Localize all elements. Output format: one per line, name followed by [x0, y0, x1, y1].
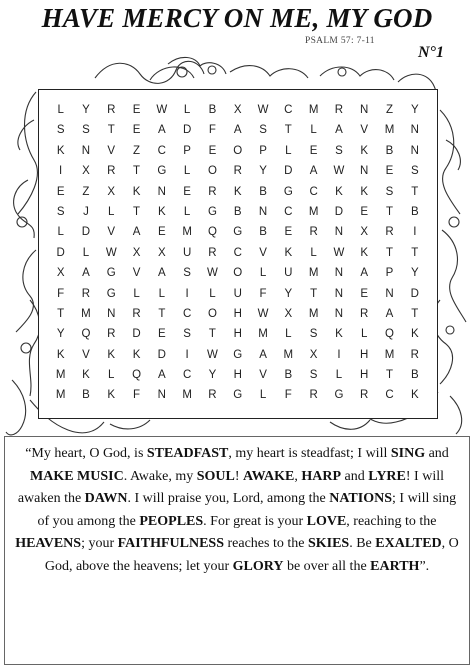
grid-letter[interactable]: H [233, 369, 242, 382]
grid-letter[interactable]: N [360, 165, 369, 178]
grid-letter[interactable]: W [207, 267, 218, 280]
grid-letter[interactable]: L [310, 246, 317, 259]
grid-letter[interactable]: M [283, 348, 294, 361]
grid-letter[interactable]: L [183, 165, 191, 178]
grid-letter[interactable]: N [334, 287, 344, 300]
grid-letter[interactable]: G [106, 287, 116, 300]
grid-letter[interactable]: J [83, 205, 89, 218]
verse-segment: ! I will awaken the [17, 468, 444, 507]
grid-letter[interactable]: E [309, 144, 318, 157]
verse-segment: ! [234, 468, 244, 484]
grid-letter[interactable]: L [361, 328, 368, 341]
grid-letter[interactable]: M [182, 389, 192, 402]
grid-letter[interactable]: O [233, 267, 243, 280]
grid-letter[interactable]: C [284, 205, 293, 218]
grid-letter[interactable]: M [55, 389, 66, 402]
grid-letter[interactable]: T [411, 185, 419, 198]
verse-segment: . Be [349, 536, 376, 552]
keyword: EARTH [370, 558, 420, 574]
grid-letter[interactable]: K [360, 246, 369, 259]
grid-letter[interactable]: D [81, 226, 91, 239]
grid-letter[interactable]: Y [259, 165, 267, 178]
puzzle-number: N°1 [418, 44, 444, 61]
grid-letter[interactable]: G [233, 226, 243, 239]
grid-letter[interactable]: R [233, 165, 242, 178]
grid-letter[interactable]: N [360, 104, 369, 116]
grid-letter[interactable]: S [183, 267, 191, 280]
grid-letter[interactable]: S [183, 328, 191, 341]
grid-letter[interactable]: Q [207, 226, 217, 239]
grid-letter[interactable]: U [233, 287, 242, 300]
grid-letter[interactable]: R [107, 165, 116, 178]
grid-letter[interactable]: L [285, 328, 292, 341]
grid-letter[interactable]: R [360, 389, 369, 402]
keyword: SING [390, 446, 426, 461]
grid-letter[interactable]: I [185, 287, 189, 300]
grid-letter[interactable]: C [309, 185, 318, 198]
word-search-grid [48, 100, 427, 406]
grid-letter[interactable]: L [108, 369, 115, 382]
grid-letter[interactable]: L [158, 287, 166, 300]
keyword: LOVE [306, 513, 347, 529]
grid-letter[interactable]: Y [82, 104, 90, 116]
grid-letter[interactable]: C [233, 246, 242, 259]
grid-letter[interactable]: E [132, 104, 141, 116]
grid-letter[interactable]: I [413, 226, 417, 239]
grid-letter[interactable]: I [185, 348, 189, 361]
grid-letter[interactable]: Y [284, 287, 293, 300]
grid-letter[interactable]: X [107, 185, 116, 198]
grid-letter[interactable]: R [309, 226, 318, 239]
grid-letter[interactable]: X [56, 267, 65, 280]
keyword: HARP [301, 468, 342, 484]
grid-letter[interactable]: I [59, 165, 63, 178]
verse-segment: and [425, 446, 449, 461]
grid-letter[interactable]: N [334, 226, 344, 239]
grid-letter[interactable]: G [233, 389, 243, 402]
verse-segment: , O God, above the heavens; let your [44, 536, 459, 574]
grid-letter[interactable]: R [81, 287, 91, 300]
grid-letter[interactable]: N [107, 307, 116, 320]
grid-letter[interactable]: S [385, 185, 394, 198]
grid-letter[interactable]: V [259, 246, 267, 259]
grid-letter[interactable]: K [284, 246, 293, 259]
grid-letter[interactable]: N [334, 307, 344, 320]
grid-letter[interactable]: R [334, 104, 344, 116]
grid-letter[interactable]: K [335, 185, 343, 198]
grid-letter[interactable]: C [182, 369, 192, 382]
verse-segment: and [341, 468, 369, 484]
grid-letter[interactable]: L [57, 104, 64, 116]
grid-letter[interactable]: G [334, 389, 344, 402]
grid-letter[interactable]: N [81, 144, 91, 157]
grid-letter[interactable]: N [385, 287, 394, 300]
verse-segment: ; I will sing of you among the [37, 491, 457, 529]
verse-segment: ; your [81, 536, 118, 552]
grid-letter[interactable]: F [208, 124, 216, 137]
grid-letter[interactable]: W [207, 348, 218, 361]
grid-letter[interactable]: S [335, 144, 343, 157]
grid-letter[interactable]: K [82, 369, 90, 382]
grid-letter[interactable]: V [107, 144, 116, 157]
grid-letter[interactable]: L [183, 104, 191, 116]
grid-letter[interactable]: F [259, 287, 267, 300]
grid-letter[interactable]: E [360, 205, 369, 218]
grid-letter[interactable]: K [107, 348, 116, 361]
grid-letter[interactable]: E [158, 328, 166, 341]
grid-letter[interactable]: T [385, 369, 394, 382]
grid-letter[interactable]: R [107, 328, 116, 341]
grid-letter[interactable]: F [133, 389, 141, 402]
grid-letter[interactable]: E [183, 185, 191, 198]
grid-letter[interactable]: U [284, 267, 293, 280]
grid-letter[interactable]: G [233, 348, 243, 361]
grid-letter[interactable]: T [107, 124, 115, 137]
scripture-reference: PSALM 57: 7-11 [305, 36, 375, 46]
grid-letter[interactable]: S [410, 165, 419, 178]
grid-letter[interactable]: L [335, 369, 343, 382]
grid-letter[interactable]: E [208, 144, 217, 157]
grid-letter[interactable]: T [208, 328, 216, 341]
grid-letter[interactable]: A [158, 369, 166, 382]
grid-letter[interactable]: S [309, 328, 318, 341]
grid-letter[interactable]: X [158, 246, 166, 259]
grid-letter[interactable]: B [259, 226, 267, 239]
grid-letter[interactable]: K [107, 389, 116, 402]
keyword: HEAVENS [15, 536, 82, 552]
grid-letter[interactable]: A [158, 124, 166, 137]
grid-letter[interactable]: A [309, 165, 318, 178]
verse-segment: . I will praise you, Lord, among the [127, 491, 330, 507]
keyword: PEOPLES [139, 513, 204, 529]
verse-segment: , reaching to the [346, 513, 437, 529]
grid-letter[interactable]: M [384, 124, 395, 137]
grid-letter[interactable]: T [385, 205, 394, 218]
grid-letter[interactable]: Z [82, 185, 90, 198]
grid-letter[interactable]: S [82, 124, 90, 137]
grid-letter[interactable]: K [56, 144, 65, 157]
grid-letter[interactable]: Q [385, 328, 394, 341]
grid-letter[interactable]: C [284, 104, 293, 116]
grid-letter[interactable]: E [385, 165, 394, 178]
grid-letter[interactable]: V [82, 348, 90, 361]
grid-letter[interactable]: X [233, 104, 242, 116]
grid-letter[interactable]: N [334, 267, 344, 280]
grid-letter[interactable]: K [360, 144, 369, 157]
grid-letter[interactable]: Q [132, 369, 142, 382]
keyword: NATIONS [329, 491, 393, 507]
grid-letter[interactable]: W [156, 104, 168, 116]
grid-letter[interactable]: G [283, 185, 293, 198]
grid-letter[interactable]: X [82, 165, 90, 178]
keyword: FAITHFULNESS [117, 536, 224, 552]
keyword: STEADFAST [146, 446, 229, 461]
grid-letter[interactable]: U [182, 246, 192, 259]
grid-letter[interactable]: O [207, 307, 217, 320]
grid-letter[interactable]: K [360, 185, 369, 198]
keyword: EXALTED [375, 536, 442, 552]
grid-letter[interactable]: F [57, 287, 65, 300]
grid-letter[interactable]: T [411, 246, 419, 259]
grid-letter[interactable]: C [385, 389, 394, 402]
keyword: AWAKE [243, 468, 295, 484]
keyword: MAKE MUSIC [30, 468, 124, 484]
keyword: SKIES [307, 536, 350, 552]
verse-segment: ”. [419, 558, 430, 574]
grid-letter[interactable]: B [208, 104, 217, 116]
grid-letter[interactable]: M [258, 328, 268, 341]
grid-letter[interactable]: K [132, 185, 141, 198]
grid-letter[interactable]: D [334, 205, 344, 218]
grid-letter[interactable]: L [310, 124, 317, 137]
verse-segment: , [294, 468, 302, 484]
grid-letter[interactable]: N [410, 124, 419, 137]
grid-letter[interactable]: M [182, 226, 192, 239]
verse-text [12, 443, 462, 579]
grid-letter[interactable]: R [410, 348, 419, 361]
grid-letter[interactable]: G [207, 205, 217, 218]
grid-letter[interactable]: B [410, 205, 419, 218]
grid-letter[interactable]: P [385, 267, 394, 280]
grid-letter[interactable]: M [81, 307, 91, 320]
grid-letter[interactable]: G [157, 165, 167, 178]
grid-letter[interactable]: C [182, 307, 192, 320]
grid-letter[interactable]: A [82, 267, 90, 280]
grid-letter[interactable]: A [132, 226, 141, 239]
grid-letter[interactable]: L [209, 287, 216, 300]
grid-letter[interactable]: K [233, 185, 242, 198]
grid-letter[interactable]: A [259, 348, 267, 361]
grid-letter[interactable]: R [208, 389, 217, 402]
grid-letter[interactable]: M [308, 104, 319, 116]
grid-letter[interactable]: R [107, 104, 116, 116]
grid-letter[interactable]: N [157, 185, 166, 198]
grid-letter[interactable]: W [105, 246, 117, 259]
grid-letter[interactable]: Y [410, 267, 419, 280]
grid-letter[interactable]: R [208, 246, 217, 259]
grid-letter[interactable]: A [233, 124, 242, 137]
grid-letter[interactable]: M [308, 205, 319, 218]
grid-letter[interactable]: V [107, 226, 116, 239]
grid-letter[interactable]: H [233, 307, 242, 320]
grid-letter[interactable]: D [410, 287, 419, 300]
grid-letter[interactable]: P [259, 144, 267, 157]
grid-letter[interactable]: L [183, 205, 191, 218]
grid-letter[interactable]: M [384, 348, 395, 361]
grid-letter[interactable]: N [258, 205, 268, 218]
grid-letter[interactable]: N [157, 389, 166, 402]
grid-letter[interactable]: L [259, 389, 267, 402]
grid-letter[interactable]: R [132, 307, 141, 320]
grid-letter[interactable]: E [360, 287, 369, 300]
grid-letter[interactable]: M [308, 267, 319, 280]
grid-letter[interactable]: R [309, 389, 318, 402]
grid-letter[interactable]: T [133, 165, 141, 178]
grid-letter[interactable]: A [158, 267, 166, 280]
grid-letter[interactable]: L [133, 287, 140, 300]
verse-segment: reaches to the [223, 536, 308, 552]
grid-letter[interactable]: M [308, 307, 319, 320]
grid-letter[interactable]: Y [410, 104, 419, 116]
grid-letter[interactable]: T [310, 287, 318, 300]
grid-letter[interactable]: B [284, 369, 293, 382]
grid-letter[interactable]: Z [385, 104, 394, 116]
grid-letter[interactable]: I [337, 348, 341, 361]
grid-letter[interactable]: O [207, 165, 217, 178]
grid-letter[interactable]: T [57, 307, 65, 320]
verse-segment: . For great is your [203, 513, 307, 529]
grid-letter[interactable]: V [259, 369, 267, 382]
grid-letter[interactable]: R [208, 185, 217, 198]
grid-letter[interactable]: O [233, 144, 243, 157]
grid-letter[interactable]: X [132, 246, 141, 259]
keyword: DAWN [84, 491, 128, 507]
grid-letter[interactable]: Y [208, 369, 217, 382]
grid-letter[interactable]: H [360, 369, 369, 382]
grid-letter[interactable]: E [56, 185, 65, 198]
grid-letter[interactable]: R [360, 307, 369, 320]
grid-letter[interactable]: R [385, 226, 394, 239]
grid-letter[interactable]: D [284, 165, 293, 178]
grid-letter[interactable]: B [259, 185, 267, 198]
grid-letter[interactable]: L [285, 144, 292, 157]
grid-letter[interactable]: Z [133, 144, 141, 157]
grid-letter[interactable]: L [57, 226, 64, 239]
grid-letter[interactable]: D [157, 348, 166, 361]
grid-letter[interactable]: B [385, 144, 394, 157]
verse-segment: “My heart, O God, is [25, 446, 147, 461]
grid-letter[interactable]: B [82, 389, 90, 402]
grid-letter[interactable]: T [133, 205, 141, 218]
grid-letter[interactable]: M [55, 369, 66, 382]
grid-letter[interactable]: G [106, 267, 116, 280]
grid-letter[interactable]: T [158, 307, 166, 320]
grid-letter[interactable]: V [360, 124, 369, 137]
grid-letter[interactable]: A [360, 267, 369, 280]
page-title: HAVE MERCY ON ME, MY GOD [41, 3, 433, 33]
grid-letter[interactable]: X [309, 348, 318, 361]
grid-letter[interactable]: A [385, 307, 394, 320]
grid-letter[interactable]: E [132, 124, 141, 137]
grid-letter[interactable]: S [309, 369, 318, 382]
grid-letter[interactable]: T [385, 246, 394, 259]
keyword: SOUL [196, 468, 235, 484]
grid-letter[interactable]: W [257, 307, 269, 320]
grid-letter[interactable]: N [410, 144, 419, 157]
grid-letter[interactable]: F [284, 389, 292, 402]
grid-letter[interactable]: K [158, 205, 166, 218]
grid-letter[interactable]: V [132, 267, 141, 280]
grid-letter[interactable]: W [257, 104, 269, 116]
grid-letter[interactable]: L [108, 205, 115, 218]
grid-letter[interactable]: P [183, 144, 191, 157]
grid-letter[interactable]: K [410, 389, 419, 402]
grid-letter[interactable]: Q [81, 328, 91, 341]
grid-letter[interactable]: Y [56, 328, 65, 341]
grid-letter[interactable]: W [333, 246, 345, 259]
grid-letter[interactable]: A [335, 124, 343, 137]
grid-letter[interactable]: K [335, 328, 343, 341]
grid-letter[interactable]: W [333, 165, 345, 178]
grid-letter[interactable]: X [360, 226, 369, 239]
grid-letter[interactable]: X [284, 307, 293, 320]
grid-letter[interactable]: K [132, 348, 141, 361]
grid-letter[interactable]: C [157, 144, 166, 157]
grid-letter[interactable]: K [56, 348, 65, 361]
grid-letter[interactable]: B [233, 205, 242, 218]
grid-letter[interactable]: L [259, 267, 267, 280]
grid-letter[interactable]: E [158, 226, 166, 239]
grid-letter[interactable]: T [284, 124, 292, 137]
grid-letter[interactable]: L [82, 246, 90, 259]
verse-segment: be over all the [283, 558, 371, 574]
grid-letter[interactable]: T [411, 307, 419, 320]
grid-letter[interactable]: D [132, 328, 141, 341]
grid-letter[interactable]: H [360, 348, 369, 361]
grid-letter[interactable]: D [56, 246, 65, 259]
keyword: GLORY [232, 558, 284, 574]
keyword: LYRE [368, 468, 406, 484]
grid-letter[interactable]: H [233, 328, 242, 341]
grid-letter[interactable]: K [410, 328, 419, 341]
grid-letter[interactable]: S [56, 205, 65, 218]
grid-letter[interactable]: B [410, 369, 419, 382]
verse-segment: . Awake, my [123, 468, 197, 484]
grid-letter[interactable]: D [182, 124, 192, 137]
grid-letter[interactable]: E [284, 226, 293, 239]
grid-letter[interactable]: S [259, 124, 267, 137]
grid-letter[interactable]: S [56, 124, 65, 137]
verse-segment: , my heart is steadfast; I will [228, 446, 391, 461]
